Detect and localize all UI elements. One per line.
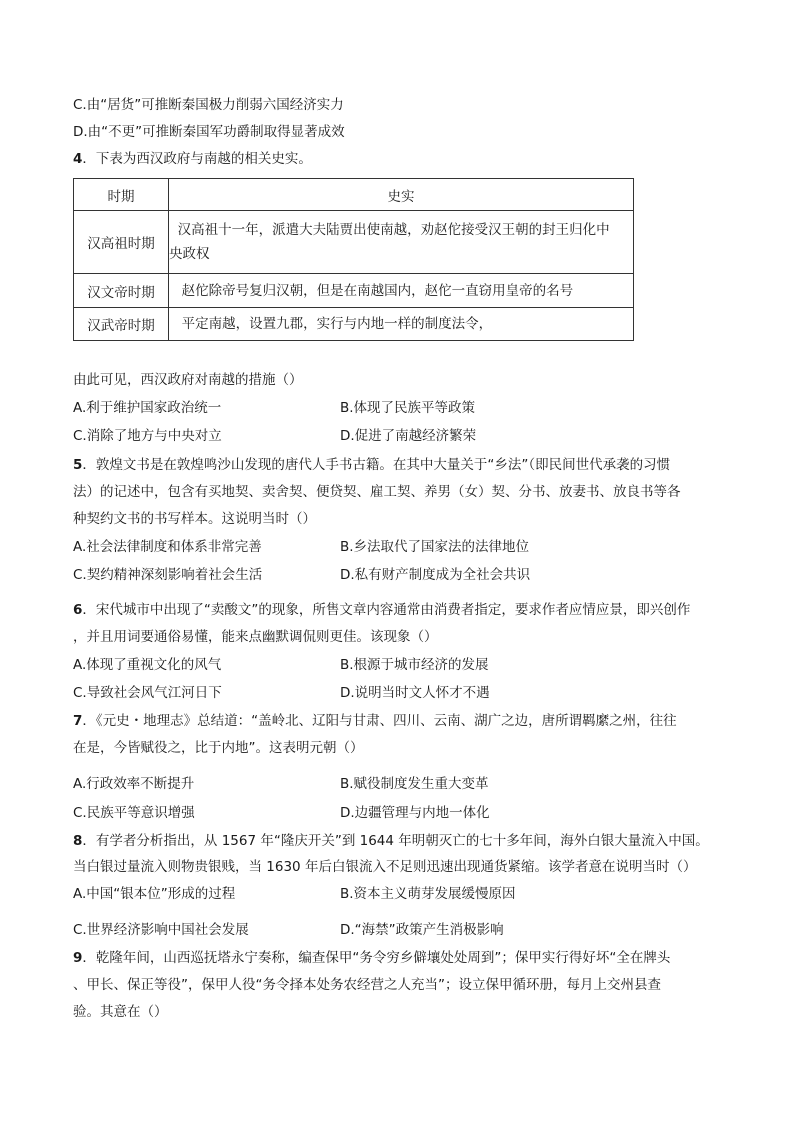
table-cell-fact: [169, 274, 634, 308]
q5-option-c: C.契约精神深刻影响着社会生活: [73, 567, 263, 583]
q5-number: 5: [73, 457, 83, 473]
table-cell-fact: [169, 211, 634, 274]
q8-line-2: 当白银过量流入则物贵银贱，当 1630 年后白银流入不足则迅速出现通货紧缩。该学者意在说明当时（）: [73, 859, 697, 875]
q3-option-d: D.由“不更”可推断秦国军功爵制取得显著成效: [73, 124, 345, 140]
q7-line-1: [73, 711, 677, 731]
q5-option-d: D.私有财产制度成为全社会共识: [340, 567, 531, 583]
q5-text: ．敦煌文书是在敦煌鸣沙山发现的唐代人手书古籍。在其中大量关于“乡法”（即民间世代承袭的习惯: [82, 457, 671, 473]
q8-option-c: C.世界经济影响中国社会发展: [73, 922, 249, 938]
q7-text: ．《元史・地理志》总结道：“盖岭北、辽阳与甘肃、四川、云南、湖广之边，唐所谓羁縻之州，往往: [82, 713, 677, 729]
q7-option-a: A.行政效率不断提升: [73, 776, 195, 792]
q6-line-2: ，并且用词要通俗易懂，能来点幽默调侃则更佳。该现象（）: [73, 629, 438, 645]
q9-line-3: 验。其意在（）: [73, 1004, 168, 1020]
q7-option-c: C.民族平等意识增强: [73, 805, 195, 821]
q4-option-a: A.利于维护国家政治统一: [73, 400, 222, 416]
q8-option-a: A.中国“银本位”形成的过程: [73, 886, 236, 902]
q6-text: ．宋代城市中出现了“卖酸文”的现象，所售文章内容通常由消费者指定，要求作者应情应景，即兴创作: [82, 602, 691, 618]
history-table: [73, 178, 634, 341]
q6-option-a: A.体现了重视文化的风气: [73, 657, 222, 673]
table-cell-period: 汉高祖时期: [74, 211, 169, 274]
table-cell-period: 汉武帝时期: [74, 308, 169, 341]
q5-option-b: B.乡法取代了国家法的法律地位: [340, 539, 530, 555]
q7-number: 7: [73, 713, 83, 729]
q8-number: 8: [73, 833, 83, 849]
q5-option-a: A.社会法律制度和体系非常完善: [73, 539, 262, 555]
header-period: 时期: [74, 179, 169, 211]
q5-line-3: 种契约文书的书写样本。这说明当时（）: [73, 511, 316, 527]
fact-line: 赵佗除帝号复归汉朝，但是在南越国内，赵佗一直窃用皇帝的名号: [173, 282, 574, 299]
table-cell-fact: [169, 308, 634, 341]
q4-option-c: C.消除了地方与中央对立: [73, 428, 222, 444]
q9-number: 9: [73, 950, 83, 966]
q6-option-c: C.导致社会风气江河日下: [73, 685, 222, 701]
q5-line-1: [73, 455, 670, 475]
fact-line: 央政权: [169, 246, 210, 262]
table-row: [74, 308, 634, 341]
fact-line: 平定南越，设置九郡，实行与内地一样的制度法令，: [173, 316, 493, 332]
q9-text: ．乾隆年间，山西巡抚塔永宁奏称，编查保甲“务令穷乡僻壤处处周到”；保甲实行得好坏“全在牌头: [82, 950, 671, 966]
q6-number: 6: [73, 602, 83, 618]
fact-line: 汉高祖十一年，派遣大夫陆贾出使南越，劝赵佗接受汉王朝的封王归化中: [169, 222, 610, 238]
q9-line-2: 、甲长、保正等役”，保甲人役“务令择本处务农经营之人充当”；设立保甲循环册，每月上交州县查: [73, 977, 661, 993]
table-cell-period: 汉文帝时期: [74, 274, 169, 308]
q7-option-b: B.赋役制度发生重大变革: [340, 776, 489, 792]
q5-line-2: 法）的记述中，包含有买地契、卖舍契、便贷契、雇工契、养男（女）契、分书、放妻书、放良书等各: [73, 484, 681, 500]
q7-line-2: 在是，今皆赋役之，比于内地”。这表明元朝（）: [73, 740, 364, 756]
q6-line-1: [73, 600, 690, 620]
q6-option-d: D.说明当时文人怀才不遇: [340, 685, 490, 701]
q4-number: 4: [73, 151, 83, 167]
q4-option-d: D.促进了南越经济繁荣: [340, 428, 477, 444]
table-row: [74, 211, 634, 274]
q8-option-d: D.“海禁”政策产生消极影响: [340, 922, 504, 938]
q3-option-c: C.由“居货”可推断秦国极力削弱六国经济实力: [73, 97, 344, 113]
table-row: [74, 274, 634, 308]
q4-question: 由此可见，西汉政府对南越的措施（）: [73, 372, 303, 388]
header-fact: 史实: [169, 179, 634, 211]
q4-stem-text: ．下表为西汉政府与南越的相关史实。: [82, 151, 312, 167]
q8-line-1: [73, 831, 709, 851]
q8-text: ．有学者分析指出，从 1567 年“隆庆开关”到 1644 年明朝灭亡的七十多年间，海外白银大量流入中国。: [82, 833, 709, 849]
q4-stem: [73, 149, 312, 169]
q7-option-d: D.边疆管理与内地一体化: [340, 805, 490, 821]
table-header-row: [74, 179, 634, 211]
q4-option-b: B.体现了民族平等政策: [340, 400, 476, 416]
q6-option-b: B.根源于城市经济的发展: [340, 657, 489, 673]
q9-line-1: [73, 948, 670, 968]
q8-option-b: B.资本主义萌芽发展缓慢原因: [340, 886, 516, 902]
